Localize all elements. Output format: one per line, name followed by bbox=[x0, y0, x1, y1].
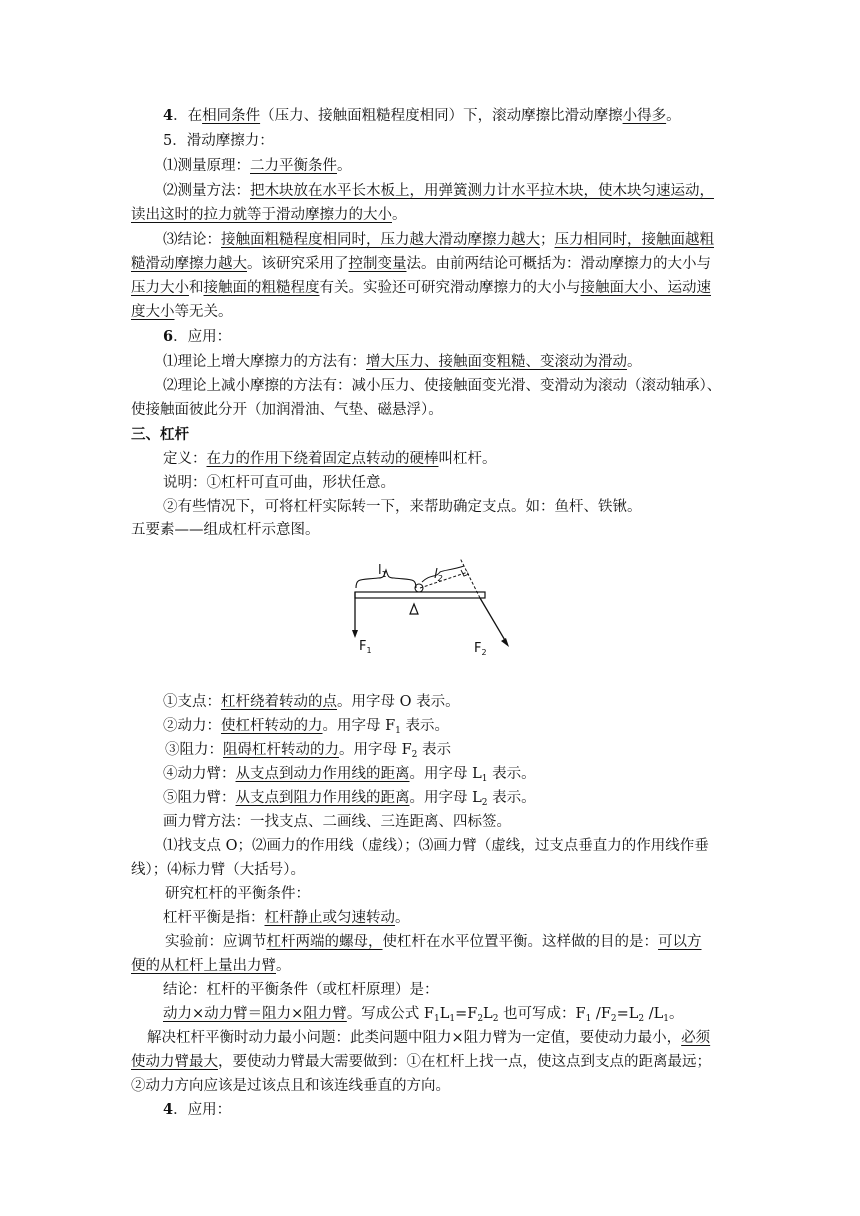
lever-application-title: 4．应用： bbox=[163, 1101, 232, 1118]
min-force-line2: 使动力臂最大，要使动力臂最大需要做到：①在杠杆上找一点，使这点到支点的距离最远； bbox=[131, 1054, 711, 1070]
draw-arm-method: 画力臂方法：一找支点、二画线、三连距离、四标签。 bbox=[163, 814, 511, 830]
element-fulcrum: ①支点：杠杆绕着转动的点。用字母 O 表示。 bbox=[163, 694, 460, 710]
balance-definition: 杠杆平衡是指：杠杆静止或匀速转动。 bbox=[163, 910, 410, 926]
measurement-principle: ⑴测量原理：二力平衡条件。 bbox=[163, 158, 352, 174]
element-effort: ②动力：使杠杆转动的力。用字母 $F_1$ 表示。 bbox=[163, 718, 450, 736]
element-resistance: ③阻力：阻碍杠杆转动的力。用字母 $F_2$ 表示 bbox=[165, 742, 452, 760]
f2-line bbox=[480, 598, 506, 642]
decrease-friction-line1: ⑵理论上减小摩擦的方法有：减小压力、使接触面变光滑、变滑动为滚动（滚动轴承）、 bbox=[163, 378, 722, 394]
measurement-method-line2: 读出这时的拉力就等于滑动摩擦力的大小。 bbox=[131, 207, 407, 223]
min-force-line1: 解决杠杆平衡时动力最小问题：此类问题中阻力×阻力臂为一定值，要使动力最小，必须 bbox=[147, 1030, 711, 1046]
label-f1: $F_1$ bbox=[359, 639, 372, 655]
before-experiment-line2: 便的从杠杆上量出力臂。 bbox=[131, 958, 291, 974]
l2-arm bbox=[420, 572, 468, 588]
lever-definition: 定义：在力的作用下绕着固定点转动的硬棒叫杠杆。 bbox=[163, 451, 497, 467]
draw-steps-line1: ⑴找支点 O；⑵画力的作用线（虚线）；⑶画力臂（虚线，过支点垂直力的作用线作垂 bbox=[163, 838, 709, 854]
lever-heading: 三、杠杆 bbox=[131, 426, 189, 443]
lever-bar bbox=[355, 592, 485, 598]
label-l1: $l_1$ bbox=[378, 563, 387, 579]
decrease-friction-line2: 使接触面彼此分开（加润滑油、气垫、磁悬浮）。 bbox=[131, 402, 443, 418]
measurement-method-line1: ⑵测量方法：把木块放在水平长木板上，用弹簧测力计水平拉木块，使木块匀速运动， bbox=[163, 183, 714, 199]
friction-conclusion-line3: 压力大小和接触面的粗糙程度有关。实验还可研究滑动摩擦力的大小与接触面大小、运动速 bbox=[131, 280, 711, 296]
friction-conclusion-line4: 度大小等无关。 bbox=[131, 304, 233, 320]
balance-title: 研究杠杆的平衡条件： bbox=[165, 886, 310, 902]
f1-arrowhead bbox=[352, 630, 358, 638]
friction-item-5-title: 5．滑动摩擦力： bbox=[163, 133, 274, 149]
balance-formula: 动力×动力臂＝阻力×阻力臂。写成公式 $F_1L_1=F_2L_2$ 也可写成：$F_1$ $/F_2=L_2$ $/L_1$。 bbox=[163, 1006, 684, 1024]
draw-steps-line2: 线）；⑷标力臂（大括号）。 bbox=[131, 862, 305, 878]
friction-conclusion-line2: 糙滑动摩擦力越大。该研究采用了控制变量法。由前两结论可概括为：滑动摩擦力的大小与 bbox=[131, 256, 711, 272]
f2-arrowhead bbox=[501, 638, 509, 647]
friction-item-4: 4．在相同条件（压力、接触面粗糙程度相同）下，滚动摩擦比滑动摩擦小得多。 bbox=[163, 107, 681, 124]
five-elements-title: 五要素——组成杠杆示意图。 bbox=[131, 522, 320, 538]
element-effort-arm: ④动力臂：从支点到动力作用线的距离。用字母 $L_1$ 表示。 bbox=[163, 766, 536, 784]
balance-conclusion-label: 结论：杠杆的平衡条件（或杠杆原理）是： bbox=[163, 982, 439, 998]
lever-note-1: 说明：①杠杆可直可曲，形状任意。 bbox=[163, 475, 395, 491]
lever-diagram bbox=[340, 548, 520, 660]
friction-conclusion-line1: ⑶结论：接触面粗糙程度相同时，压力越大滑动摩擦力越大；压力相同时，接触面越粗 bbox=[163, 232, 714, 248]
before-experiment-line1: 实验前：应调节杠杆两端的螺母，使杠杆在水平位置平衡。这样做的目的是：可以方 bbox=[165, 934, 702, 950]
label-f2: $F_2$ bbox=[474, 641, 487, 657]
friction-item-6-title: 6．应用： bbox=[163, 328, 232, 345]
l2-brace bbox=[422, 566, 464, 582]
increase-friction: ⑴理论上增大摩擦力的方法有：增大压力、接触面变粗糙、变滚动为滑动。 bbox=[163, 354, 642, 370]
fulcrum-icon bbox=[410, 604, 418, 614]
lever-note-2: ②有些情况下，可将杠杆实际转一下，来帮助确定支点。如：鱼杆、铁锹。 bbox=[163, 499, 642, 515]
min-force-line3: ②动力方向应该是过该点且和该连线垂直的方向。 bbox=[131, 1078, 450, 1094]
label-l2: $l_2$ bbox=[434, 567, 443, 583]
element-resistance-arm: ⑤阻力臂：从支点到阻力作用线的距离。用字母 $L_2$ 表示。 bbox=[163, 790, 536, 808]
